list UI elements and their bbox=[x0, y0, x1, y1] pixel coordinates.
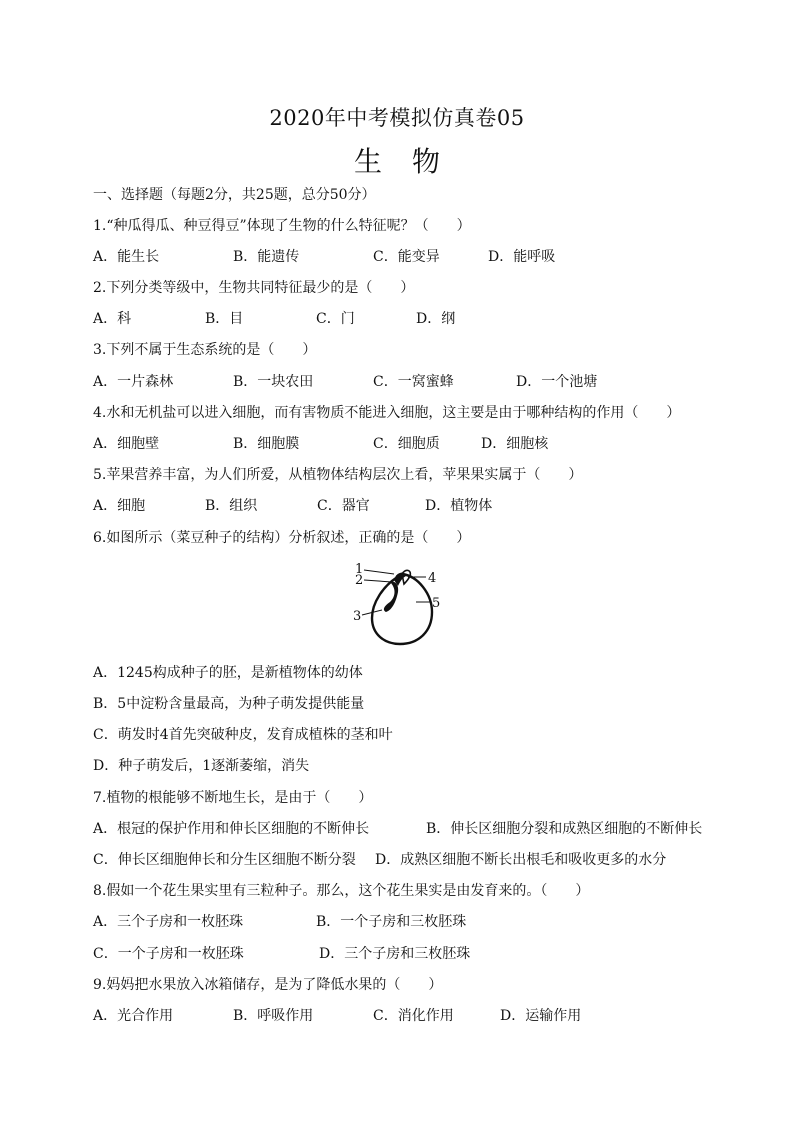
label-line-2 bbox=[364, 580, 392, 582]
diagram-label-2: 2 bbox=[355, 573, 364, 588]
question-6-option-a: A．1245构成种子的胚，是新植物体的幼体 bbox=[93, 665, 363, 681]
question-8-stem: 8.假如一个花生果实里有三粒种子。那么，这个花生果实是由发育来的。（ ） bbox=[93, 883, 590, 899]
question-4-option-c: C．细胞质 bbox=[373, 436, 440, 452]
diagram-label-3: 3 bbox=[353, 609, 362, 624]
question-7-option-d: D．成熟区细胞不断长出根毛和吸收更多的水分 bbox=[375, 852, 667, 868]
subject-heading: 生物 bbox=[353, 145, 470, 178]
question-3-option-c: C．一窝蜜蜂 bbox=[373, 374, 454, 390]
question-2-option-d: D．纲 bbox=[416, 311, 456, 327]
question-3-option-d: D．一个池塘 bbox=[516, 374, 598, 390]
question-4-option-a: A．细胞壁 bbox=[93, 436, 160, 452]
question-6-option-c: C．萌发时4首先突破种皮，发育成植株的茎和叶 bbox=[93, 727, 393, 743]
question-4-option-b: B．细胞膜 bbox=[233, 436, 300, 452]
question-9-stem: 9.妈妈把水果放入冰箱储存，是为了降低水果的（ ） bbox=[93, 977, 443, 993]
question-3-option-a: A．一片森林 bbox=[93, 374, 174, 390]
question-8-option-b: B．一个子房和三枚胚珠 bbox=[316, 914, 467, 930]
question-6-option-b: B．5中淀粉含量最高，为种子萌发提供能量 bbox=[93, 696, 365, 712]
question-9-option-a: A．光合作用 bbox=[93, 1008, 174, 1024]
question-9-option-b: B．呼吸作用 bbox=[233, 1008, 314, 1024]
question-1-option-d: D．能呼吸 bbox=[488, 249, 556, 265]
seed-coat-outline bbox=[372, 574, 432, 644]
question-3-stem: 3.下列不属于生态系统的是（ ） bbox=[93, 342, 317, 358]
question-6-option-d: D．种子萌发后，1逐渐萎缩，消失 bbox=[93, 758, 310, 774]
diagram-label-4: 4 bbox=[428, 571, 437, 586]
diagram-label-1: 1 bbox=[355, 562, 364, 577]
question-1-stem: 1.“种瓜得瓜、种豆得豆”体现了生物的什么特征呢？（ ） bbox=[93, 218, 471, 234]
question-5-option-d: D．植物体 bbox=[425, 498, 493, 514]
question-6-stem: 6.如图所示（菜豆种子的结构）分析叙述，正确的是（ ） bbox=[93, 530, 471, 546]
question-4-option-d: D．细胞核 bbox=[481, 436, 549, 452]
question-8-option-d: D．三个子房和三枚胚珠 bbox=[319, 946, 471, 962]
question-5-option-c: C．器官 bbox=[317, 498, 370, 514]
diagram-label-5: 5 bbox=[432, 596, 441, 611]
question-2-option-c: C．门 bbox=[316, 311, 355, 327]
question-5-stem: 5.苹果营养丰富，为人们所爱，从植物体结构层次上看，苹果果实属于（ ） bbox=[93, 467, 583, 483]
question-7-option-a: A．根冠的保护作用和伸长区细胞的不断伸长 bbox=[93, 821, 370, 837]
question-1-option-b: B．能遗传 bbox=[233, 249, 300, 265]
question-9-option-d: D．运输作用 bbox=[500, 1008, 582, 1024]
question-3-option-b: B．一块农田 bbox=[233, 374, 314, 390]
question-2-option-a: A．科 bbox=[93, 311, 132, 327]
question-1-option-c: C．能变异 bbox=[373, 249, 440, 265]
question-2-option-b: B．目 bbox=[205, 311, 244, 327]
question-4-stem: 4.水和无机盐可以进入细胞，而有害物质不能进入细胞，这主要是由于哪种结构的作用（ ） bbox=[93, 405, 681, 421]
question-8-option-c: C．一个子房和一枚胚珠 bbox=[93, 946, 244, 962]
question-7-option-b: B．伸长区细胞分裂和成熟区细胞的不断伸长 bbox=[426, 821, 703, 837]
question-5-option-a: A．细胞 bbox=[93, 498, 146, 514]
question-1-option-a: A．能生长 bbox=[93, 249, 160, 265]
bean-seed-diagram bbox=[350, 560, 450, 650]
question-8-option-a: A．三个子房和一枚胚珠 bbox=[93, 914, 244, 930]
question-5-option-b: B．组织 bbox=[205, 498, 258, 514]
page-title: 2020年中考模拟仿真卷05 bbox=[269, 106, 525, 130]
section-heading: 一、选择题（每题2分，共25题，总分50分） bbox=[93, 187, 376, 203]
question-7-option-c: C．伸长区细胞伸长和分生区细胞不断分裂 bbox=[93, 852, 356, 868]
question-7-stem: 7.植物的根能够不断地生长，是由于（ ） bbox=[93, 790, 373, 806]
label-line-1 bbox=[364, 570, 394, 574]
question-9-option-c: C．消化作用 bbox=[373, 1008, 454, 1024]
question-2-stem: 2.下列分类等级中，生物共同特征最少的是（ ） bbox=[93, 280, 415, 296]
